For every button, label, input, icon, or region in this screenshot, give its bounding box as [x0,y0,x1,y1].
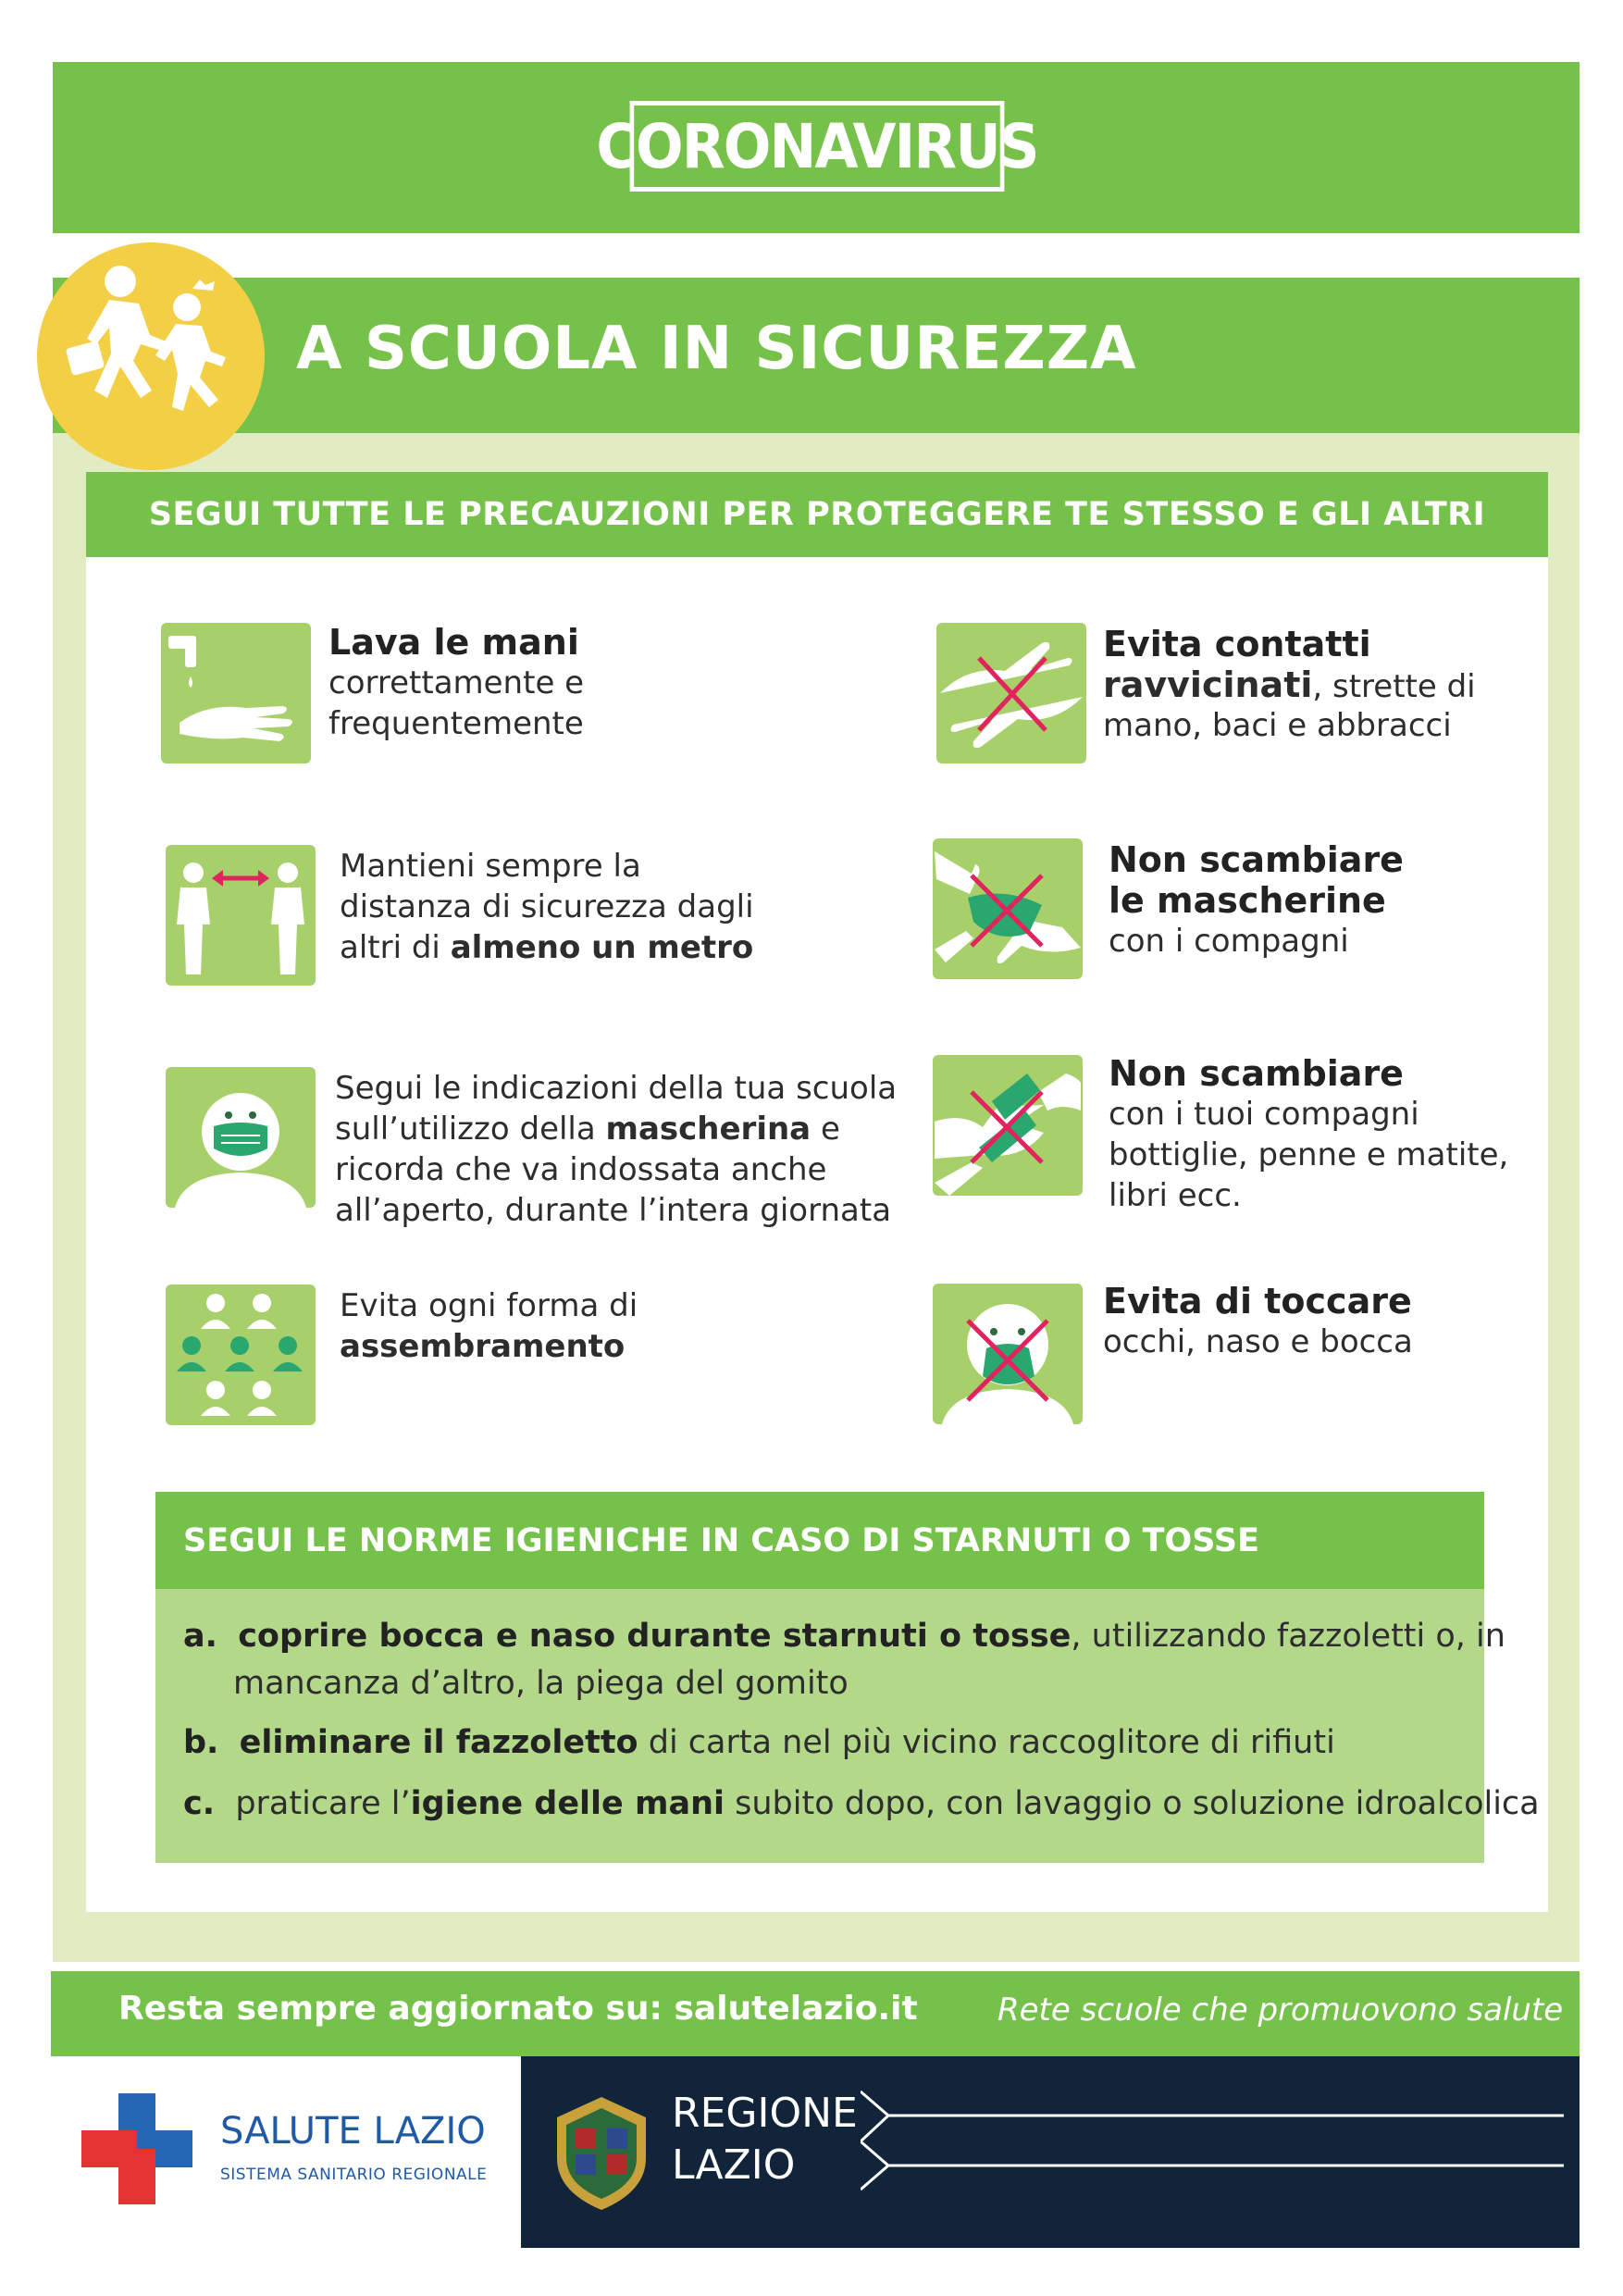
crowd-line2: assembramento [340,1328,626,1365]
regione-label: REGIONE [672,2090,858,2137]
salute-lazio-name: SALUTE LAZIO [220,2110,486,2153]
school-children-logo [37,242,265,470]
no-handshake-icon [936,623,1086,763]
handwash-line1: correttamente e [328,664,585,701]
hygiene-header: SEGUI LE NORME IGIENICHE IN CASO DI STARNUTI O TOSSE [155,1492,1484,1589]
hygiene-item-b: b. eliminare il fazzoletto di carta nel più vicino raccoglitore di rifiuti [183,1724,1335,1761]
hygiene-item-a: a. coprire bocca e naso durante starnuti o tosse, utilizzando fazzoletti o, in [183,1618,1505,1655]
handwash-icon [161,623,311,763]
running-children-icon [37,242,265,470]
website-link[interactable]: Resta sempre aggiornato su: salutelazio.it [118,1990,918,2028]
handwash-title: Lava le mani [328,622,579,663]
salute-lazio-subtitle: SISTEMA SANITARIO REGIONALE [220,2166,488,2184]
handwash-line2: frequentemente [328,705,584,742]
distance-line1: Mantieni sempre la [340,848,641,885]
distance-line2: distanza di sicurezza dagli [340,888,754,925]
mask-line4: all’aperto, durante l’intera giornata [335,1192,892,1229]
distance-line3: altri di almeno un metro [340,929,754,966]
no-handshake-line3: mano, baci e abbracci [1103,707,1452,744]
no-mask-swap-title2: le mascherine [1109,880,1386,921]
page-title: A SCUOLA IN SICUREZZA [296,315,1137,383]
regione-decoration [861,2090,1564,2191]
no-face-touch-title: Evita di toccare [1103,1281,1412,1322]
no-mask-swap-icon [933,838,1083,979]
salute-lazio-cross-icon [81,2093,192,2204]
no-bottle-swap-line3: bottiglie, penne e matite, [1109,1136,1509,1173]
network-tagline: Rete scuole che promuovono salute [997,1992,1564,2029]
hygiene-item-a-line2: mancanza d’altro, la piega del gomito [233,1665,849,1702]
no-face-touch-line2: occhi, naso e bocca [1103,1323,1413,1360]
no-bottle-swap-line4: libri ecc. [1109,1177,1242,1214]
crowd-icon [166,1285,316,1425]
no-handshake-line2: ravvicinati, strette di [1103,664,1476,705]
subtitle: SEGUI TUTTE LE PRECAUZIONI PER PROTEGGERE TE STESSO E GLI ALTRI [148,496,1486,533]
coronavirus-badge: CORONAVIRUS [630,101,1005,192]
no-handshake-title: Evita contatti [1103,624,1371,664]
mask-line1: Segui le indicazioni della tua scuola [335,1070,898,1107]
no-mask-swap-title: Non scambiare [1109,839,1404,880]
lazio-label: LAZIO [672,2141,796,2189]
mask-line3: ricorda che va indossata anche [335,1151,827,1188]
no-bottle-swap-line2: con i tuoi compagni [1109,1096,1419,1133]
mask-icon [166,1067,316,1208]
crowd-line1: Evita ogni forma di [340,1287,638,1324]
distance-icon [166,845,316,986]
no-bottle-swap-icon [933,1055,1083,1196]
no-mask-swap-line3: con i compagni [1109,923,1349,960]
hygiene-item-c: c. praticare l’igiene delle mani subito dopo, con lavaggio o soluzione idroalcolica [183,1785,1540,1822]
mask-line2: sull’utilizzo della mascherina e [335,1111,840,1148]
no-face-touch-icon [933,1284,1083,1424]
no-bottle-swap-title: Non scambiare [1109,1053,1404,1094]
regione-lazio-crest-icon [550,2093,653,2214]
